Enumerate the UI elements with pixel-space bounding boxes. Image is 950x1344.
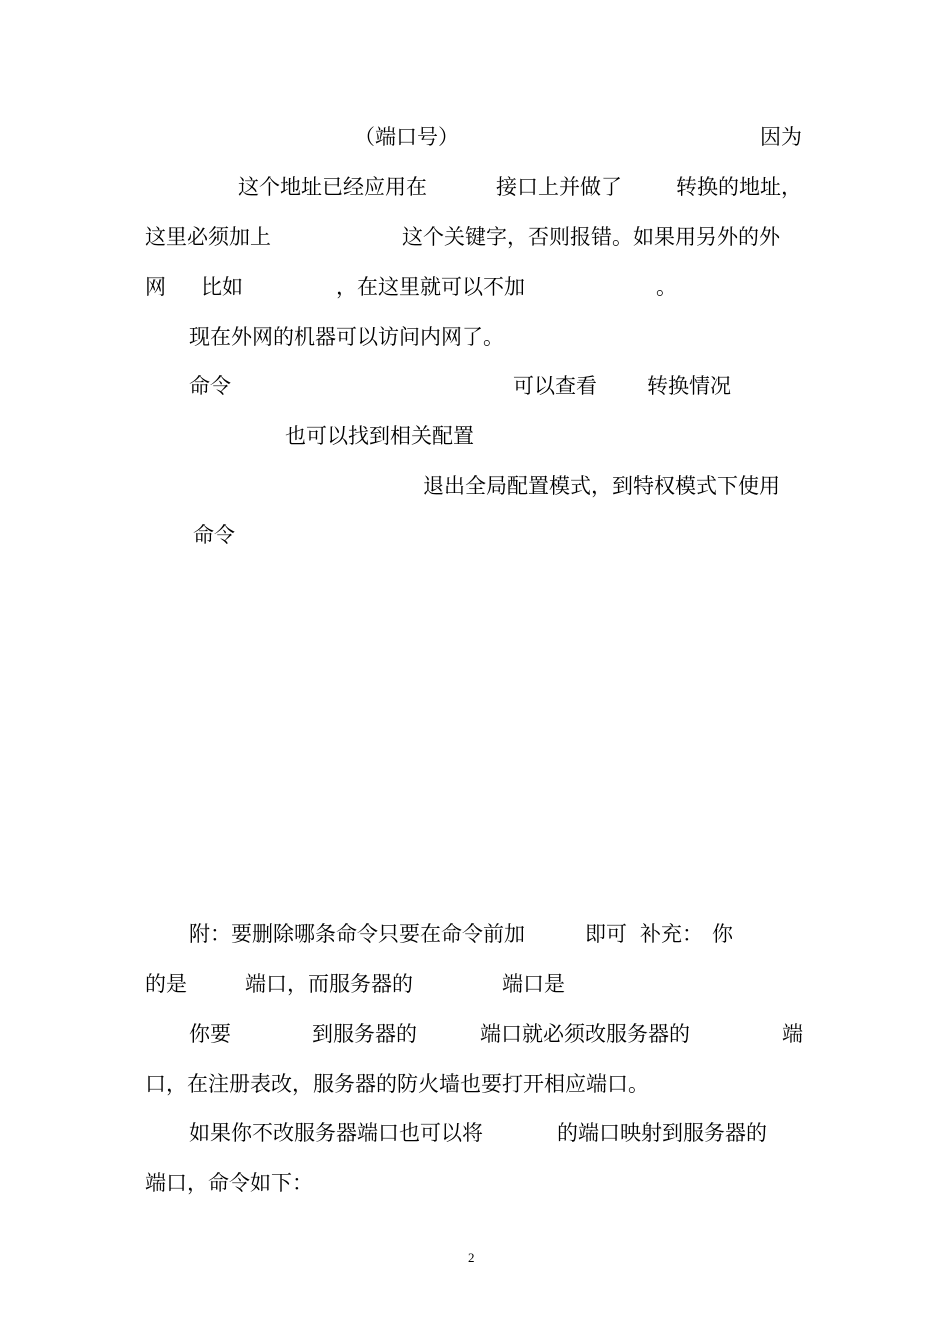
text-segment: 端口是 [502, 972, 565, 996]
text-segment: 口，在注册表改，服务器的防火墙也要打开相应端口。 [145, 1072, 649, 1096]
text-segment: 可以查看 [513, 374, 597, 398]
text-segment: 也可以找到相关配置 [285, 424, 474, 448]
text-segment: 这个地址已经应用在 [238, 175, 427, 199]
text-segment: 端口就必须改服务器的 [480, 1022, 690, 1046]
text-segment: 端口，而服务器的 [245, 972, 413, 996]
text-segment: 到服务器的 [312, 1022, 417, 1046]
text-segment: 你要 [189, 1022, 231, 1046]
text-segment: 端 [782, 1022, 803, 1046]
text-segment: 命令 [189, 374, 231, 398]
text-segment: 因为 [760, 125, 802, 149]
text-segment: 转换的地址， [676, 175, 802, 199]
text-segment: 网 [145, 275, 166, 299]
text-segment: 你 [712, 922, 733, 946]
text-segment: 这里必须加上 [145, 225, 271, 249]
text-segment: 的是 [145, 972, 187, 996]
text-segment: 即可 [585, 922, 627, 946]
text-segment: （端口号） [354, 125, 459, 149]
text-segment: 比如 [201, 275, 243, 299]
text-segment: 退出全局配置模式，到特权模式下使用 [423, 474, 780, 498]
text-segment: 补充： [640, 922, 703, 946]
text-segment: 的端口映射到服务器的 [557, 1121, 767, 1145]
text-segment: ，在这里就可以不加 [336, 275, 525, 299]
text-segment: 如果你不改服务器端口也可以将 [189, 1121, 483, 1145]
text-segment: 现在外网的机器可以访问内网了。 [189, 325, 504, 349]
text-segment: 端口，命令如下： [145, 1171, 313, 1195]
page-number: 2 [468, 1250, 475, 1265]
text-segment: 附：要删除哪条命令只要在命令前加 [189, 922, 525, 946]
text-segment: 转换情况 [647, 374, 731, 398]
text-segment: 接口上并做了 [496, 175, 622, 199]
text-segment: 命令 [193, 523, 235, 547]
text-segment: 这个关键字，否则报错。如果用另外的外 [402, 225, 780, 249]
text-segment: 。 [656, 275, 677, 299]
